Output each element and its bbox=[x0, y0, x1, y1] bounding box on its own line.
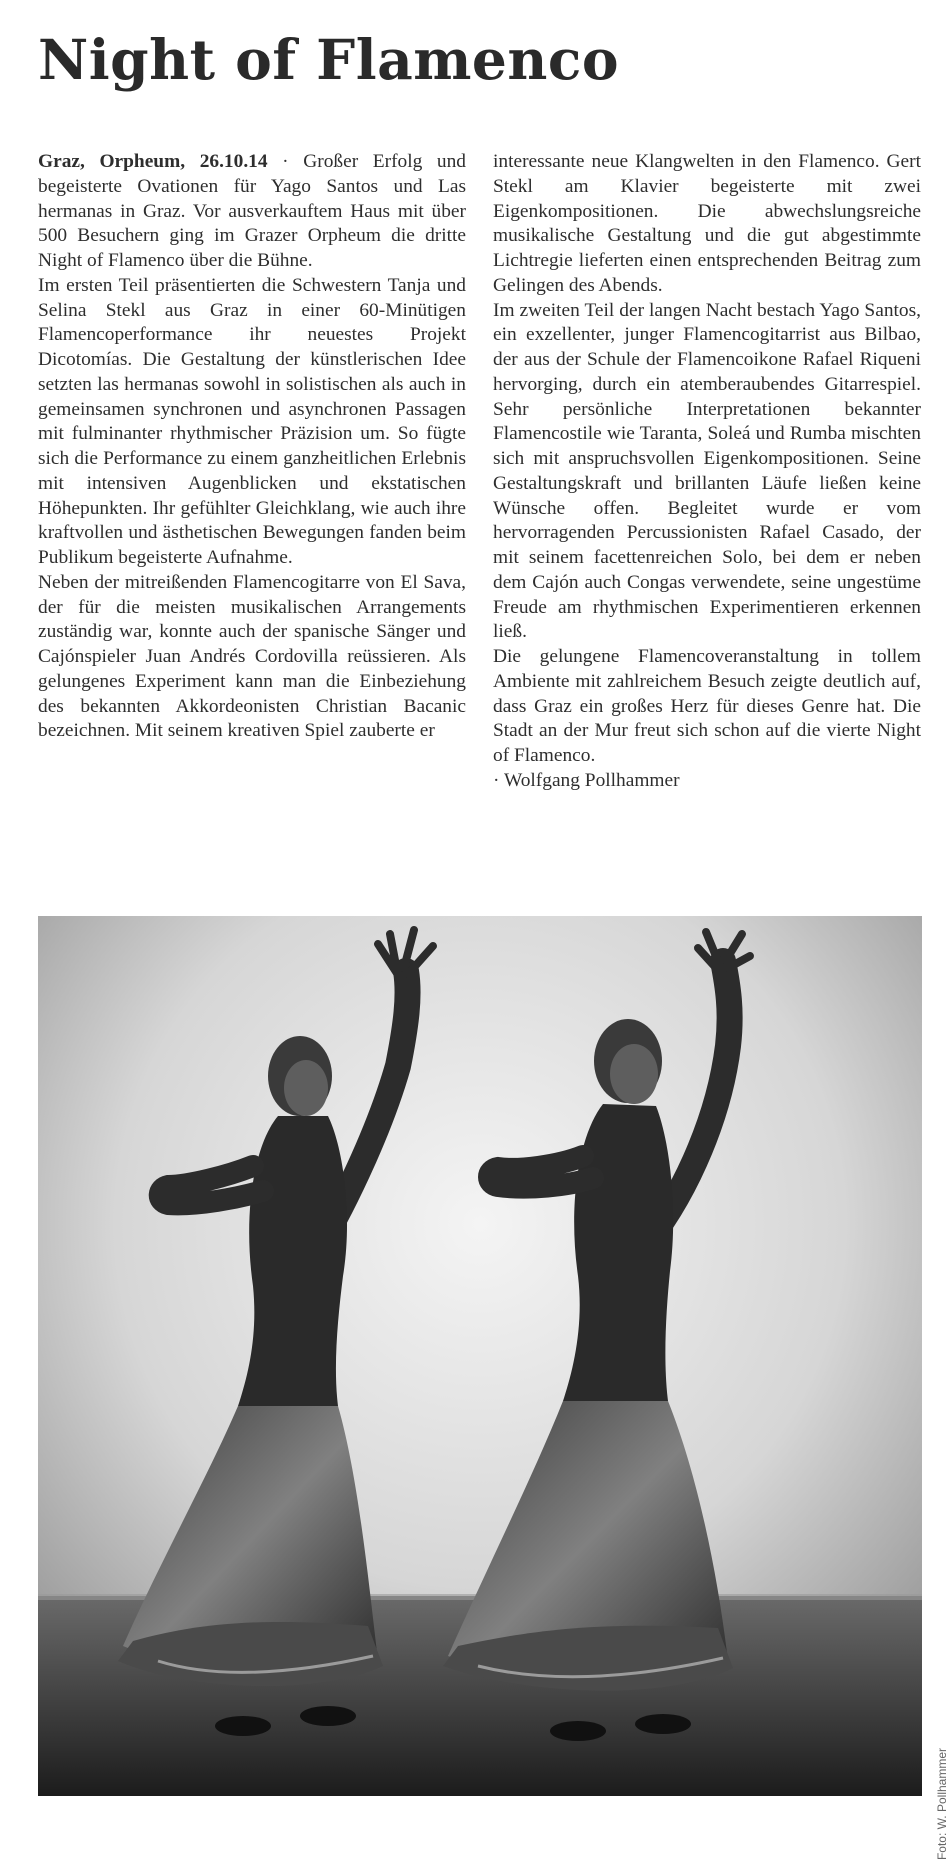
article-column-left bbox=[38, 150, 466, 744]
paragraph-text: · Großer Erfolg und begeisterte Ovationen für Yago Santos und Las hermanas in Graz. Vor ausverkauftem Haus mit über 500 Besuchern ging im Grazer Orpheum die dritte Night of Flamenco über die Bühne. bbox=[38, 151, 466, 271]
article-paragraph bbox=[38, 150, 466, 274]
article-paragraph: Im zweiten Teil der langen Nacht bestach Yago Santos, ein exzellenter, junger Flamencogitarrist aus Bilbao, der aus der Schule der Flamencoikone Rafael Riqueni hervorging, durch ein atemberaubendes Gitarrespiel. Sehr persönliche Interpretationen bekannter Flamencostile wie Taranta, Soleá und Rumba mischten sich mit anspruchsvollen Eigenkompositionen. Seine Gestaltungskraft und brillanten Läufe ließen keine Wünsche offen. Begleitet wurde er vom hervorragenden Percussionisten Rafael Casado, der mit seinem facettenreichen Solo, bei dem er neben dem Cajón auch Congas verwendete, seine ungestüme Freude am rhythmischen Experimentieren erkennen ließ. bbox=[493, 299, 921, 643]
flamenco-dancers-photo bbox=[38, 916, 922, 1796]
article-paragraph: Die gelungene Flamencoveranstaltung in tollem Ambiente mit zahlreichem Besuch zeigte deutlich auf, dass Graz ein großes Herz für dieses Genre hat. Die Stadt an der Mur freut sich schon auf die vierte Night of Flamenco. bbox=[493, 646, 921, 766]
byline: · Wolfgang Pollhammer bbox=[493, 769, 680, 791]
article-paragraph: interessante neue Klangwelten in den Flamenco. Gert Stekl am Klavier begeisterte mit zwei Eigenkompositionen. Die abwechslungsreiche musikalische Gestaltung und die gut abgestimmte Lichtregie lieferten einen entsprechenden Beitrag zum Gelingen des Abends. bbox=[493, 151, 921, 296]
photo-credit: Foto: W. Pollhammer bbox=[935, 1748, 949, 1860]
article-paragraph: Neben der mitreißenden Flamencogitarre von El Sava, der für die meisten musikalischen Arrangements zuständig war, konnte auch der spanische Sänger und Cajónspieler Juan Andrés Cordovilla reüssieren. Als gelungenes Experiment kann man die Einbeziehung des bekannten Akkordeonisten Christian Bacanic bezeichnen. Mit seinem kreativen Spiel zauberte er bbox=[38, 571, 466, 742]
article-paragraph: Im ersten Teil präsentierten die Schwestern Tanja und Selina Stekl aus Graz in einer 60-Minütigen Flamencoperformance ihr neuestes Projekt Dicotomías. Die Gestaltung der künstlerischen Idee setzten las hermanas sowohl in solistischen als auch in gemeinsamen synchronen und asynchronen Passagen mit fulminanter rhythmischer Präzision um. So fügte sich die Performance zu einem ganzheitlichen Erlebnis mit intensiven Augenblicken und ekstatischen Höhepunkten. Ihr gefühlter Gleichklang, wie auch ihre kraftvollen und ästhetischen Bewegungen fanden beim Publikum begeisterte Aufnahme. bbox=[38, 274, 466, 568]
dateline: Graz, Orpheum, 26.10.14 bbox=[38, 151, 268, 172]
article-title: Night of Flamenco bbox=[38, 27, 620, 92]
article-column-right bbox=[493, 150, 921, 794]
